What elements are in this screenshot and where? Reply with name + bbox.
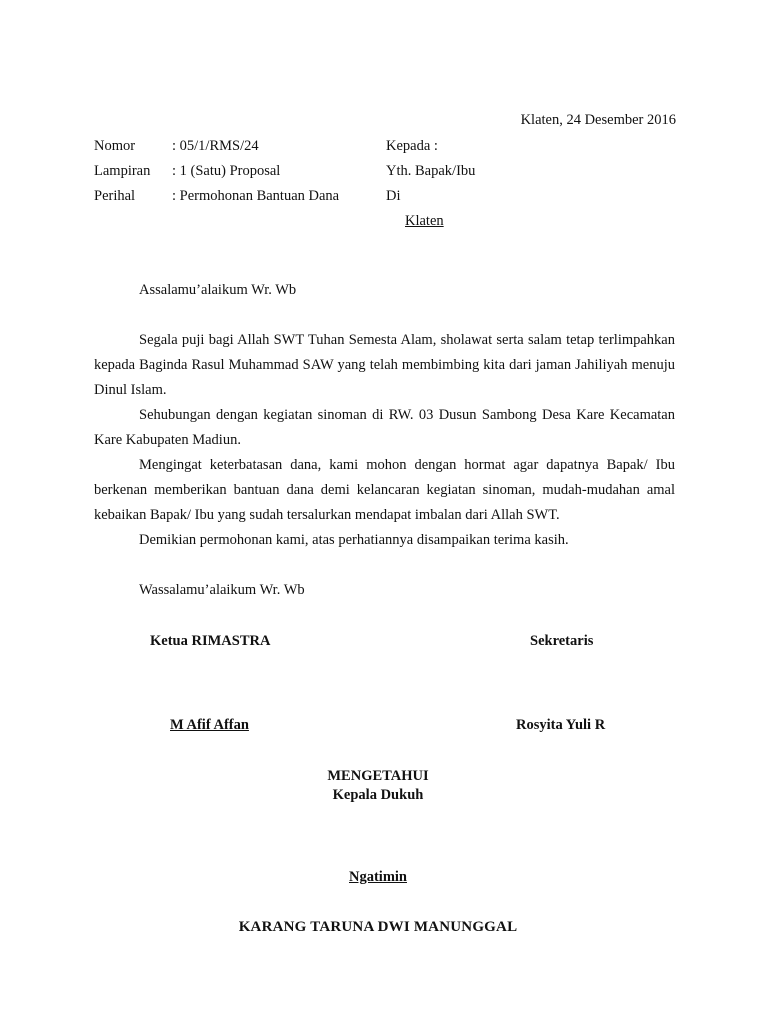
signatory-right-name: Rosyita Yuli R [516, 717, 606, 733]
signatory-left-name: M Afif Affan [170, 717, 249, 733]
recipient-addressee: Yth. Bapak/Ibu [386, 163, 476, 179]
paragraph-opening: Segala puji bagi Allah SWT Tuhan Semesta Alam, sholawat serta salam tetap terlimpahkan kepada Baginda Rasul Muhammad SAW yang telah membimbing kita dari jaman Jahiliyah menuju Dinul Islam. [94, 332, 675, 398]
paragraph-request: Mengingat keterbatasan dana, kami mohon dengan hormat agar dapatnya Bapak/ Ibu berkenan memberikan bantuan dana demi kelancaran kegiatan sinoman, mudah-mudahan amal kebaikan Bapak/ Ibu yang sudah tersalurkan mendapat imbalan dari Allah SWT. [94, 457, 675, 523]
meta-value-nomor: : 05/1/RMS/24 [172, 138, 259, 154]
meta-label-lampiran: Lampiran [94, 163, 151, 179]
organization-name: KARANG TARUNA DWI MANUNGGAL [238, 919, 518, 935]
signatory-left-title: Ketua RIMASTRA [150, 633, 271, 649]
paragraph-purpose: Sehubungan dengan kegiatan sinoman di RW. 03 Dusun Sambong Desa Kare Kecamatan Kare Kabupaten Madiun. [94, 407, 675, 448]
recipient-di: Di [386, 188, 401, 204]
recipient-kepada: Kepada : [386, 138, 438, 154]
signatory-right-title: Sekretaris [530, 633, 594, 649]
paragraph-closing-remark: Demikian permohonan kami, atas perhatiannya disampaikan terima kasih. [139, 532, 569, 548]
letter-body [94, 328, 675, 553]
meta-value-perihal: : Permohonan Bantuan Dana [172, 188, 340, 204]
greeting: Assalamu’alaikum Wr. Wb [139, 282, 297, 298]
recipient-city: Klaten [405, 213, 444, 229]
meta-value-lampiran: : 1 (Satu) Proposal [172, 163, 281, 179]
meta-label-perihal: Perihal [94, 188, 136, 204]
acknowledgement-heading: MENGETAHUI [327, 768, 429, 784]
acknowledgement-block [0, 767, 756, 805]
acknowledgement-title: Kepala Dukuh [332, 787, 424, 803]
closing-greeting: Wassalamu’alaikum Wr. Wb [139, 582, 305, 598]
meta-label-nomor: Nomor [94, 138, 136, 154]
place-date: Klaten, 24 Desember 2016 [520, 112, 676, 128]
acknowledgement-name: Ngatimin [349, 869, 407, 885]
